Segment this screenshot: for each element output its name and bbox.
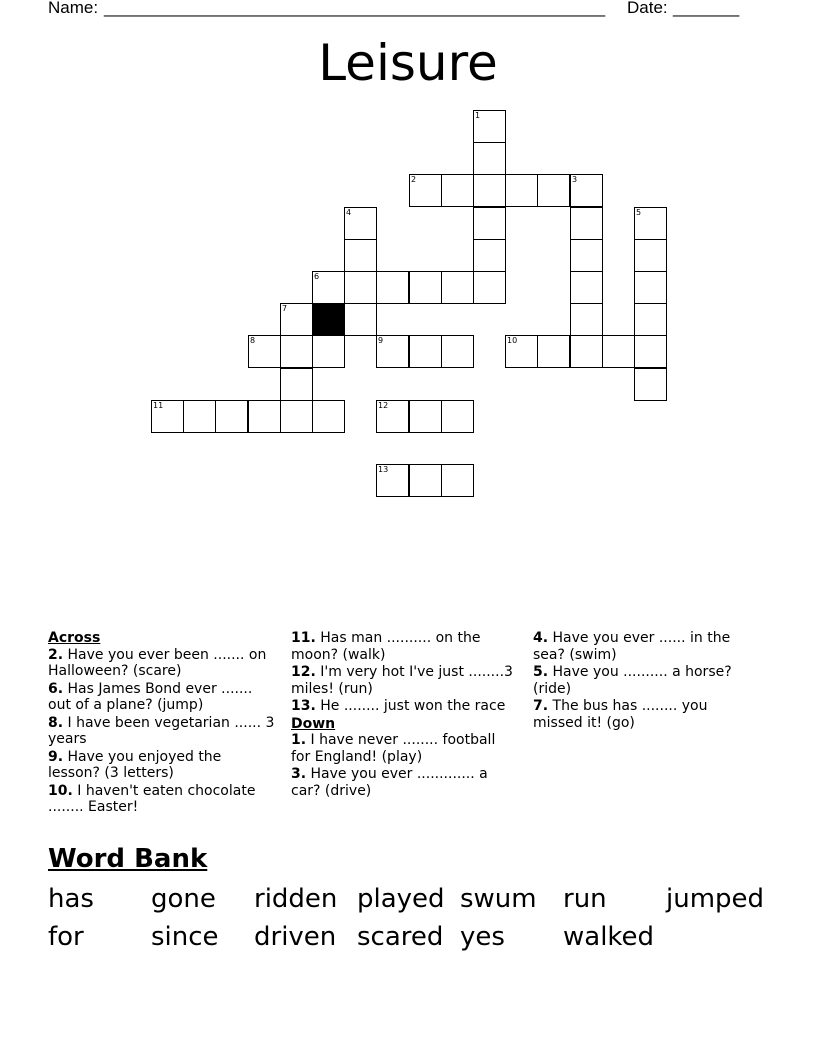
- down-clue-list: [291, 732, 519, 799]
- clue-text: I have been vegetarian ...... 3 years: [48, 714, 275, 747]
- clue-label-number: 3.: [291, 766, 307, 782]
- clue: [533, 664, 761, 697]
- clue: [48, 749, 276, 782]
- clue-number: 6: [314, 272, 320, 281]
- crossword-cell[interactable]: [570, 239, 603, 272]
- crossword-cell[interactable]: [570, 207, 603, 240]
- crossword-cell[interactable]: [570, 303, 603, 336]
- crossword-cell[interactable]: [473, 239, 506, 272]
- clue-number: 4: [346, 208, 352, 217]
- across-clue-list-continued: [291, 630, 519, 715]
- crossword-cell[interactable]: [634, 239, 667, 272]
- crossword-cell[interactable]: [280, 368, 313, 401]
- word-bank-item: walked: [563, 922, 655, 952]
- down-clue-list-continued: [533, 630, 761, 731]
- crossword-cell[interactable]: [602, 335, 635, 368]
- clue: [533, 698, 761, 731]
- clue-text: The bus has ........ you missed it! (go): [533, 698, 708, 731]
- word-bank-item: for: [48, 922, 84, 952]
- clue-number: 13: [378, 465, 389, 474]
- crossword-cell[interactable]: [634, 368, 667, 401]
- word-bank-item: driven: [254, 922, 337, 952]
- crossword-cell[interactable]: [280, 400, 313, 433]
- word-bank-title: Word Bank: [48, 844, 208, 874]
- crossword-cell[interactable]: [570, 271, 603, 304]
- crossword-cell[interactable]: [409, 464, 442, 497]
- clue: [291, 732, 519, 765]
- clue-text: I'm very hot I've just ........3 miles! (run): [291, 664, 513, 697]
- clues-column-3: [533, 630, 761, 732]
- name-field[interactable]: _____________________________________________________: [104, 0, 606, 17]
- crossword-cell[interactable]: [537, 335, 570, 368]
- clue-text: Have you enjoyed the lesson? (3 letters): [48, 748, 222, 781]
- crossword-black-cell: [312, 303, 345, 336]
- crossword-cell[interactable]: [473, 142, 506, 175]
- crossword-cell[interactable]: [441, 174, 474, 207]
- crossword-cell[interactable]: [441, 400, 474, 433]
- page-title: Leisure: [318, 34, 498, 92]
- clue: [48, 681, 276, 714]
- clue-text: Have you ever ...... in the sea? (swim): [533, 630, 731, 663]
- clue-label-number: 7.: [533, 698, 549, 714]
- crossword-cell[interactable]: [570, 335, 603, 368]
- crossword-cell[interactable]: [634, 271, 667, 304]
- word-bank-item: scared: [357, 922, 444, 952]
- clue-label-number: 4.: [533, 630, 549, 646]
- crossword-cell[interactable]: [312, 271, 345, 304]
- clue-label-number: 8.: [48, 714, 64, 731]
- clue-text: I have never ........ football for England! (play): [291, 732, 496, 765]
- date-label: Date:: [627, 0, 668, 17]
- clue-label-number: 5.: [533, 664, 549, 680]
- crossword-cell[interactable]: [183, 400, 216, 433]
- crossword-cell[interactable]: [473, 174, 506, 207]
- clue-text: He ........ just won the race: [315, 698, 506, 714]
- crossword-cell[interactable]: [441, 271, 474, 304]
- clue-text: I haven't eaten chocolate ........ Easter!: [48, 782, 256, 815]
- word-bank-item: run: [563, 884, 607, 914]
- crossword-cell[interactable]: [570, 174, 603, 207]
- clue-number: 8: [250, 336, 256, 345]
- clue-text: Has James Bond ever ....... out of a plane? (jump): [48, 680, 253, 713]
- clue-text: Has man .......... on the moon? (walk): [291, 630, 481, 663]
- crossword-cell[interactable]: [473, 271, 506, 304]
- clue-label-number: 10.: [48, 782, 73, 799]
- crossword-cell[interactable]: [441, 335, 474, 368]
- word-bank-item: played: [357, 884, 445, 914]
- crossword-cell[interactable]: [473, 110, 506, 143]
- clues-column-1: [48, 630, 276, 817]
- crossword-cell[interactable]: [376, 271, 409, 304]
- clue: [48, 715, 276, 748]
- crossword-cell[interactable]: [280, 335, 313, 368]
- crossword-cell[interactable]: [280, 303, 313, 336]
- crossword-cell[interactable]: [312, 400, 345, 433]
- clue-text: Have you ever ............. a car? (drive): [291, 766, 488, 799]
- clues-column-2: [291, 630, 519, 800]
- crossword-cell[interactable]: [376, 335, 409, 368]
- crossword-cell[interactable]: [537, 174, 570, 207]
- crossword-cell[interactable]: [344, 207, 377, 240]
- crossword-cell[interactable]: [312, 335, 345, 368]
- crossword-cell[interactable]: [505, 335, 538, 368]
- clue: [291, 766, 519, 799]
- crossword-cell[interactable]: [634, 303, 667, 336]
- clue: [533, 630, 761, 663]
- crossword-cell[interactable]: [151, 400, 184, 433]
- clue-label-number: 9.: [48, 748, 64, 765]
- clue: [291, 664, 519, 697]
- clue-label-number: 11.: [291, 630, 316, 646]
- crossword-cell[interactable]: [409, 335, 442, 368]
- clue-text: Have you .......... a horse? (ride): [533, 664, 732, 697]
- clue-label-number: 12.: [291, 664, 316, 680]
- crossword-cell[interactable]: [473, 207, 506, 240]
- across-heading: Across: [48, 630, 101, 646]
- clue-number: 1: [475, 111, 481, 120]
- crossword-cell[interactable]: [248, 335, 281, 368]
- clue-number: 10: [507, 336, 518, 345]
- crossword-cell[interactable]: [634, 207, 667, 240]
- crossword-cell[interactable]: [344, 239, 377, 272]
- clue: [291, 698, 519, 715]
- clue-number: 12: [378, 401, 389, 410]
- word-bank-item: yes: [460, 922, 505, 952]
- crossword-cell[interactable]: [441, 464, 474, 497]
- crossword-cell[interactable]: [505, 174, 538, 207]
- crossword-cell[interactable]: [409, 400, 442, 433]
- clue-number: 7: [282, 304, 288, 313]
- clue-number: 3: [572, 175, 578, 184]
- word-bank-item: gone: [151, 884, 216, 914]
- clue: [48, 783, 276, 816]
- clue-label-number: 6.: [48, 680, 64, 697]
- name-label: Name:: [48, 0, 99, 17]
- word-bank-item: since: [151, 922, 219, 952]
- crossword-cell[interactable]: [344, 271, 377, 304]
- crossword-cell[interactable]: [248, 400, 281, 433]
- word-bank-item: jumped: [666, 884, 765, 914]
- crossword-cell[interactable]: [344, 303, 377, 336]
- clue-label-number: 1.: [291, 732, 307, 748]
- word-bank-item: ridden: [254, 884, 338, 914]
- crossword-cell[interactable]: [376, 464, 409, 497]
- clue-text: Have you ever been ....... on Halloween? (scare): [48, 646, 267, 679]
- crossword-cell[interactable]: [409, 174, 442, 207]
- clue-number: 9: [378, 336, 384, 345]
- clue: [48, 647, 276, 680]
- word-bank-item: has: [48, 884, 94, 914]
- clue: [291, 630, 519, 663]
- date-field[interactable]: _______: [673, 0, 740, 17]
- crossword-cell[interactable]: [634, 335, 667, 368]
- clue-label-number: 13.: [291, 698, 316, 714]
- clue-number: 5: [636, 208, 642, 217]
- clue-number: 11: [153, 401, 164, 410]
- clue-label-number: 2.: [48, 646, 64, 663]
- crossword-cell[interactable]: [376, 400, 409, 433]
- word-bank-item: swum: [460, 884, 537, 914]
- clue-number: 2: [411, 175, 417, 184]
- across-clue-list: [48, 647, 276, 816]
- crossword-cell[interactable]: [409, 271, 442, 304]
- down-heading: Down: [291, 715, 336, 732]
- crossword-cell[interactable]: [215, 400, 248, 433]
